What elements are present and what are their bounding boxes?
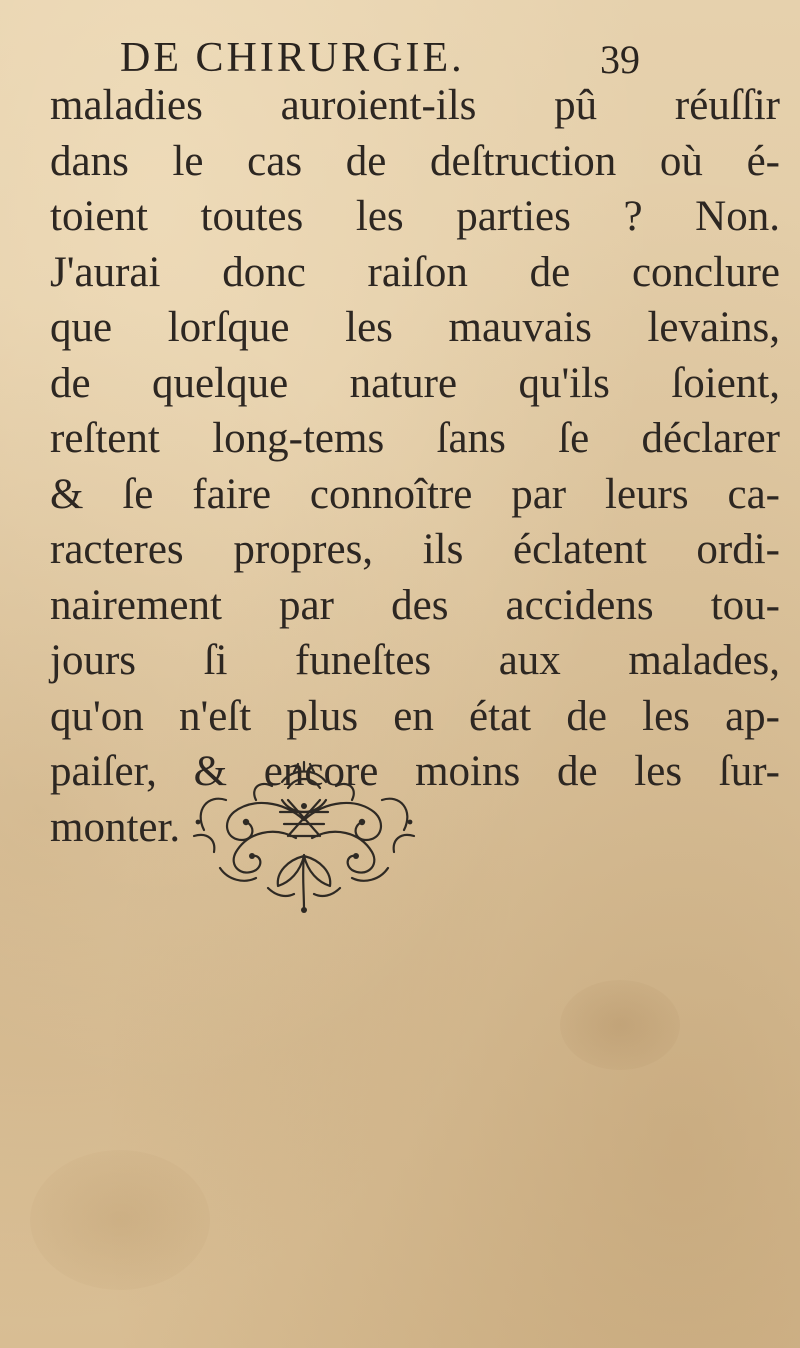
text-line: paiſer, & encore moins de les ſur-: [50, 748, 780, 795]
page-number: 39: [600, 37, 640, 82]
text-line-last: monter.: [50, 803, 181, 851]
text-line: toient toutes les parties ? Non.: [50, 193, 780, 240]
text-line: maladies auroient-ils pû réuſſir: [50, 82, 780, 129]
running-title: DE CHIRURGIE.: [120, 35, 465, 81]
paper-stain: [560, 980, 680, 1070]
text-line: jours ſi funeſtes aux malades,: [50, 637, 780, 684]
text-line: reſtent long-tems ſans ſe déclarer: [50, 415, 780, 462]
text-line: J'aurai donc raiſon de conclure: [50, 248, 780, 296]
text-line: que lorſque les mauvais levains,: [50, 304, 780, 351]
text-line: racteres propres, ils éclatent ordi-: [50, 526, 780, 573]
paper-stain: [30, 1150, 210, 1290]
floral-tailpiece-ornament-icon: [164, 760, 444, 920]
text-line: dans le cas de deſtruction où é-: [50, 137, 780, 185]
body-text: [50, 78, 780, 855]
text-line: de quelque nature qu'ils ſoient,: [50, 359, 780, 407]
text-line: nairement par des accidens tou-: [50, 581, 780, 629]
text-line: & ſe faire connoître par leurs ca-: [50, 470, 780, 518]
text-line: qu'on n'eſt plus en état de les ap-: [50, 692, 780, 740]
